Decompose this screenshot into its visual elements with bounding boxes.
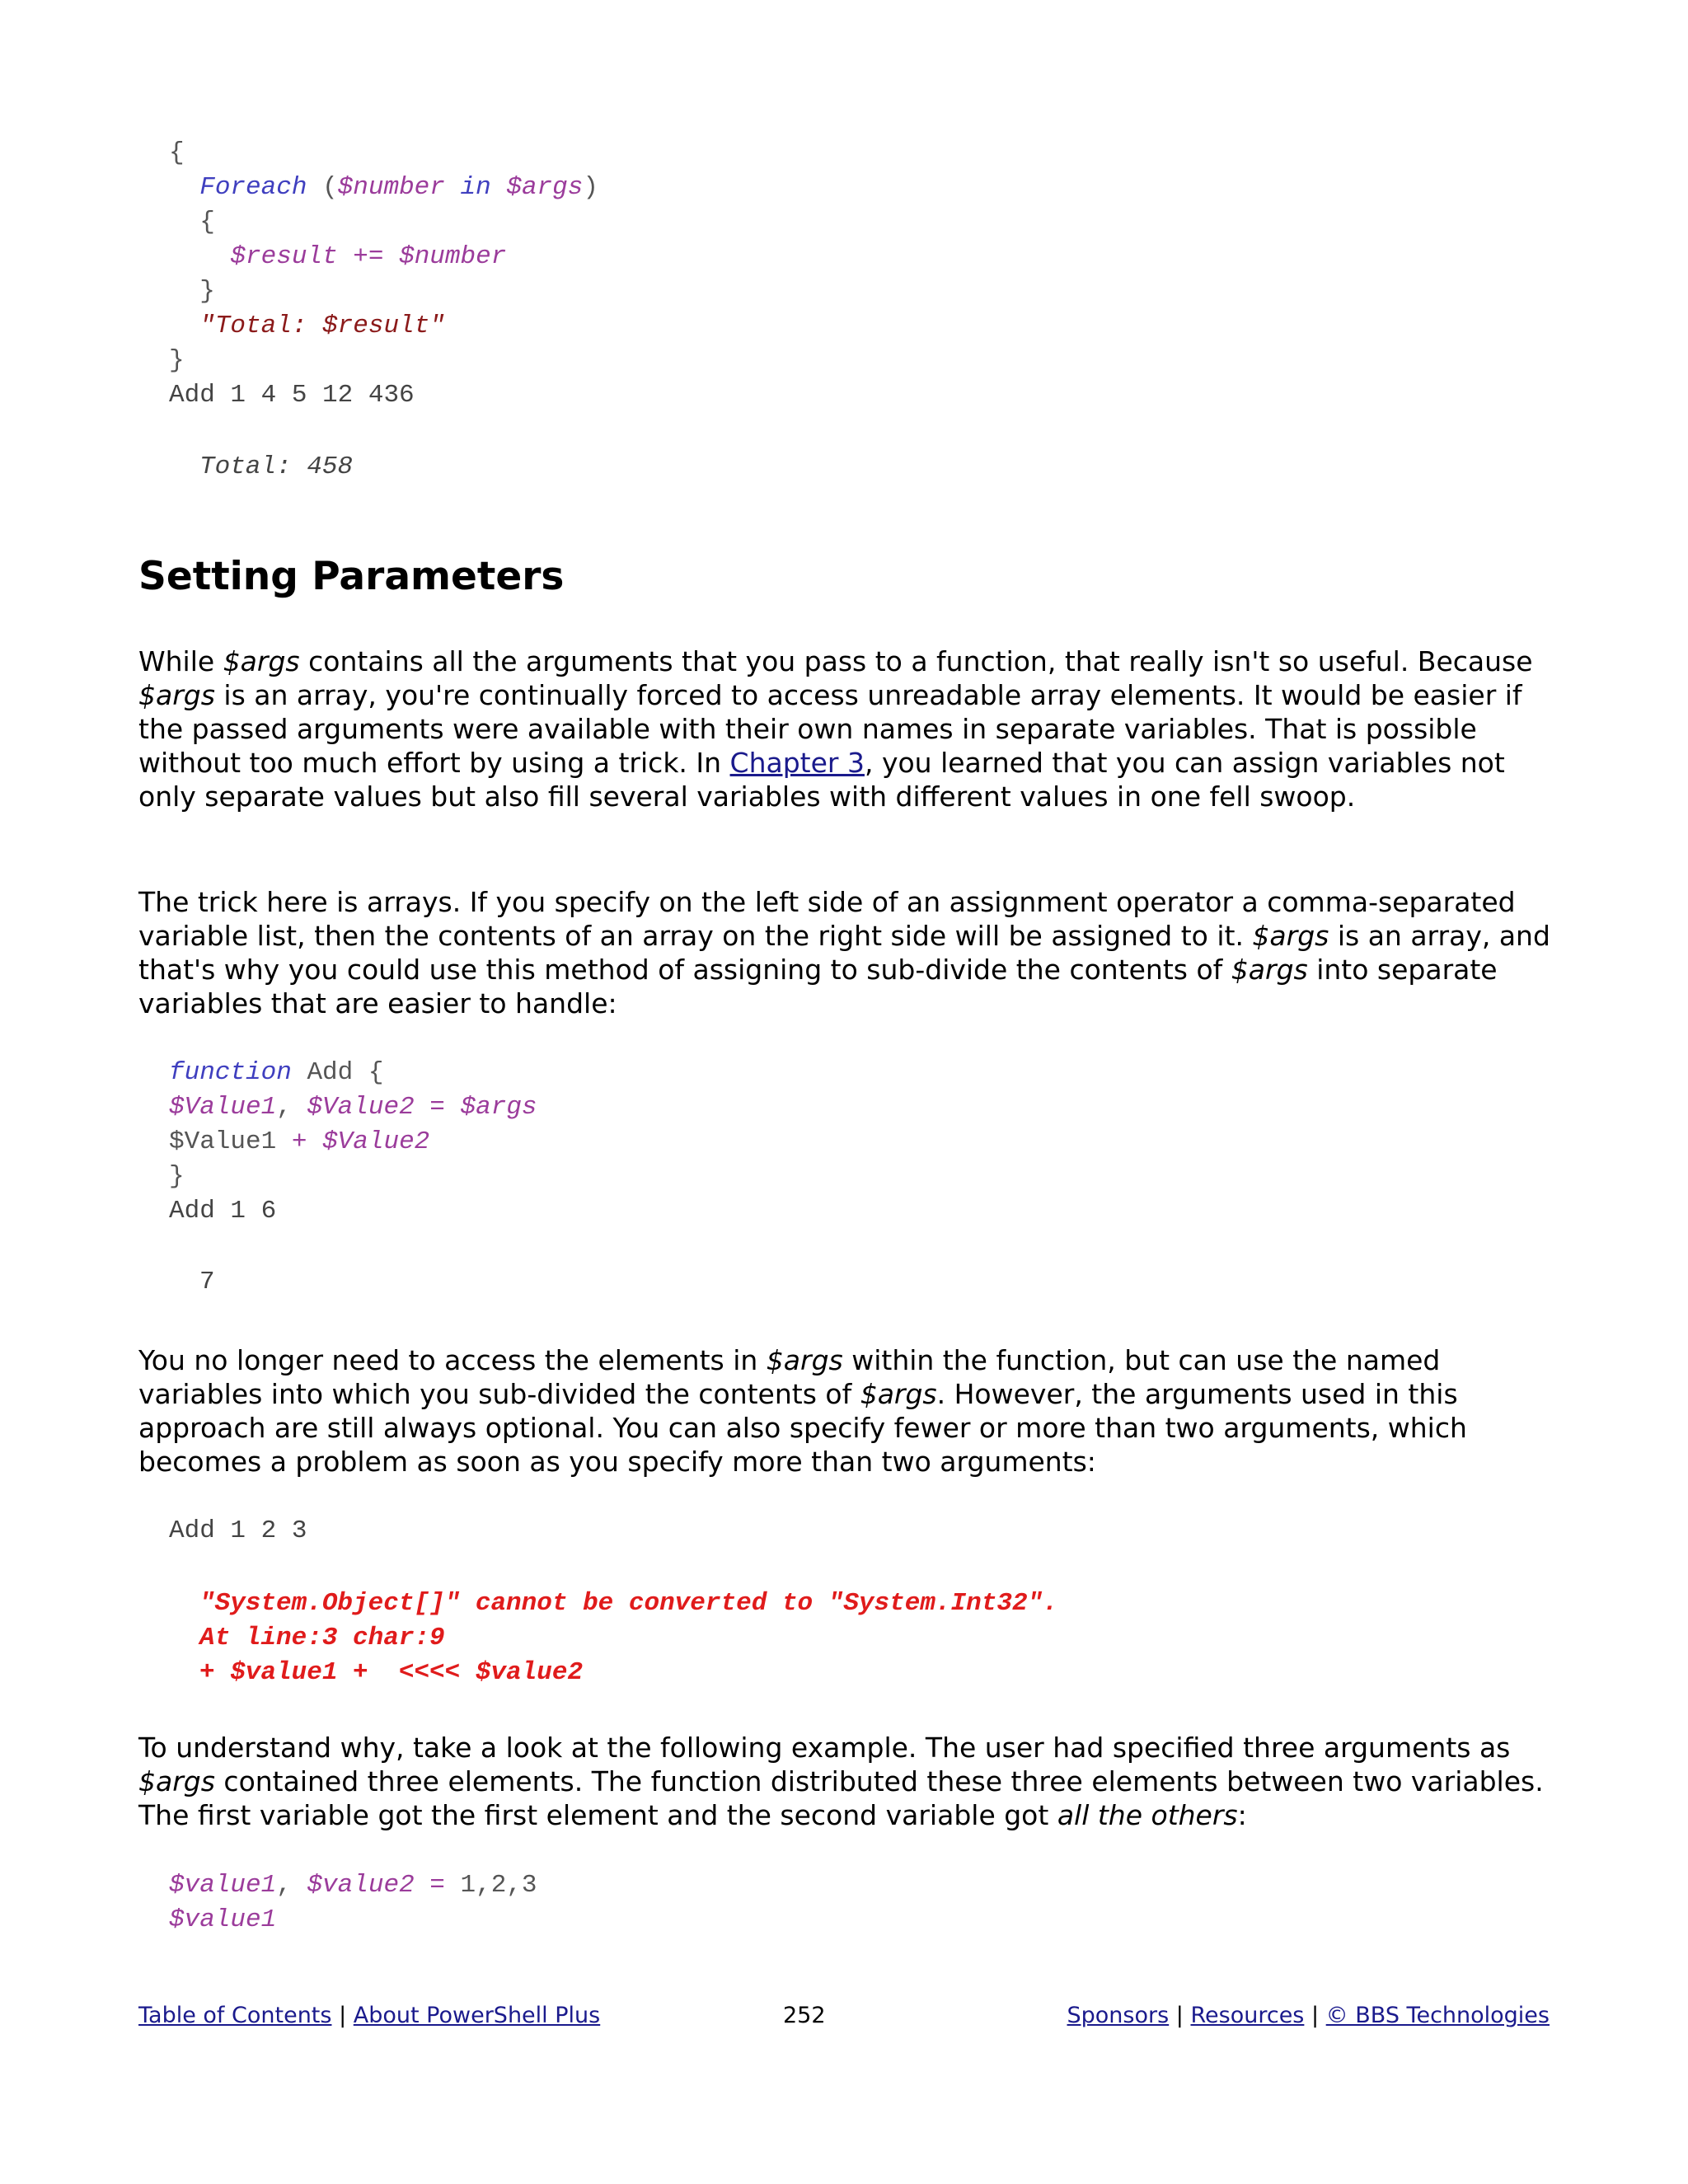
footer-left xyxy=(138,2003,600,2028)
page-number: 252 xyxy=(783,2003,826,2028)
error-output xyxy=(199,1586,1058,1690)
code-line: Add 1 2 3 xyxy=(169,1516,307,1545)
code-block-4: $value1, $value2 = 1,2,3 $value1 xyxy=(169,1871,537,1934)
error-line: "System.Object[]" cannot be converted to "System.Int32". xyxy=(199,1589,1058,1618)
resources-link[interactable]: Resources xyxy=(1190,2003,1305,2028)
paragraph-3: You no longer need to access the elements in $args within the function, but can use the named variables into which you sub-divided the contents of $args. However, the arguments used in this approach are still always optional. You can also specify fewer or more than two arguments, which becomes a problem as soon as you specify more than two arguments: xyxy=(138,1344,1467,1478)
code-line: { xyxy=(199,208,215,237)
about-powershell-plus-link[interactable]: About PowerShell Plus xyxy=(353,2003,601,2028)
sponsors-link[interactable]: Sponsors xyxy=(1067,2003,1170,2028)
code-line: Add 1 4 5 12 436 xyxy=(169,381,415,410)
footer-separator: | xyxy=(1175,2003,1184,2028)
code-line: Add 1 6 xyxy=(169,1197,277,1226)
code-block-2: function Add { $Value1, $Value2 = $args $Value1 + $Value2 } Add 1 6 xyxy=(169,1058,537,1226)
code-block-1: { Foreach ($number in $args) { $result += $number } "Total: $result" } Add 1 4 5 12 436 xyxy=(169,138,598,410)
footer-separator: | xyxy=(339,2003,347,2028)
table-of-contents-link[interactable]: Table of Contents xyxy=(138,2003,332,2028)
page-footer xyxy=(138,2003,1550,2036)
code-line: $value1 xyxy=(169,1905,277,1934)
error-line: + $value1 + <<<< $value2 xyxy=(199,1658,584,1687)
section-heading: Setting Parameters xyxy=(138,554,565,599)
code-output-2: 7 xyxy=(199,1268,215,1296)
bbs-technologies-link[interactable]: © BBS Technologies xyxy=(1325,2003,1550,2028)
code-block-3 xyxy=(169,1514,307,1549)
error-line: At line:3 char:9 xyxy=(199,1624,445,1652)
code-output-1: Total: 458 xyxy=(199,452,354,481)
footer-right xyxy=(1067,2003,1550,2028)
paragraph-4: To understand why, take a look at the following example. The user had specified three arguments as $args contained three elements. The function distributed these three elements between two variables. The first variable got the first element and the second variable got all the others: xyxy=(138,1732,1544,1831)
paragraph-1: While $args contains all the arguments that you pass to a function, that really isn't so useful. Because $args is an array, you're continually forced to access unreadable array elements. It would be easier if the passed arguments were available with their own names in separate variables. That is possible without too much effort by using a trick. In Chapter 3, you learned that you can assign variables not only separate values but also fill several variables with different values in one fell swoop. xyxy=(138,645,1533,813)
code-keyword-foreach: Foreach xyxy=(199,173,307,202)
footer-separator: | xyxy=(1311,2003,1320,2028)
chapter-3-link[interactable]: Chapter 3 xyxy=(729,747,865,779)
paragraph-2: The trick here is arrays. If you specify on the left side of an assignment operator a comma-separated variable list, then the contents of an array on the right side will be assigned to it. $args is an array, and that's why you could use this method of assigning to sub-divide the contents of $args into separate variables that are easier to handle: xyxy=(138,886,1550,1019)
code-string: "Total: $result" xyxy=(199,312,445,340)
code-line: { xyxy=(169,138,185,167)
